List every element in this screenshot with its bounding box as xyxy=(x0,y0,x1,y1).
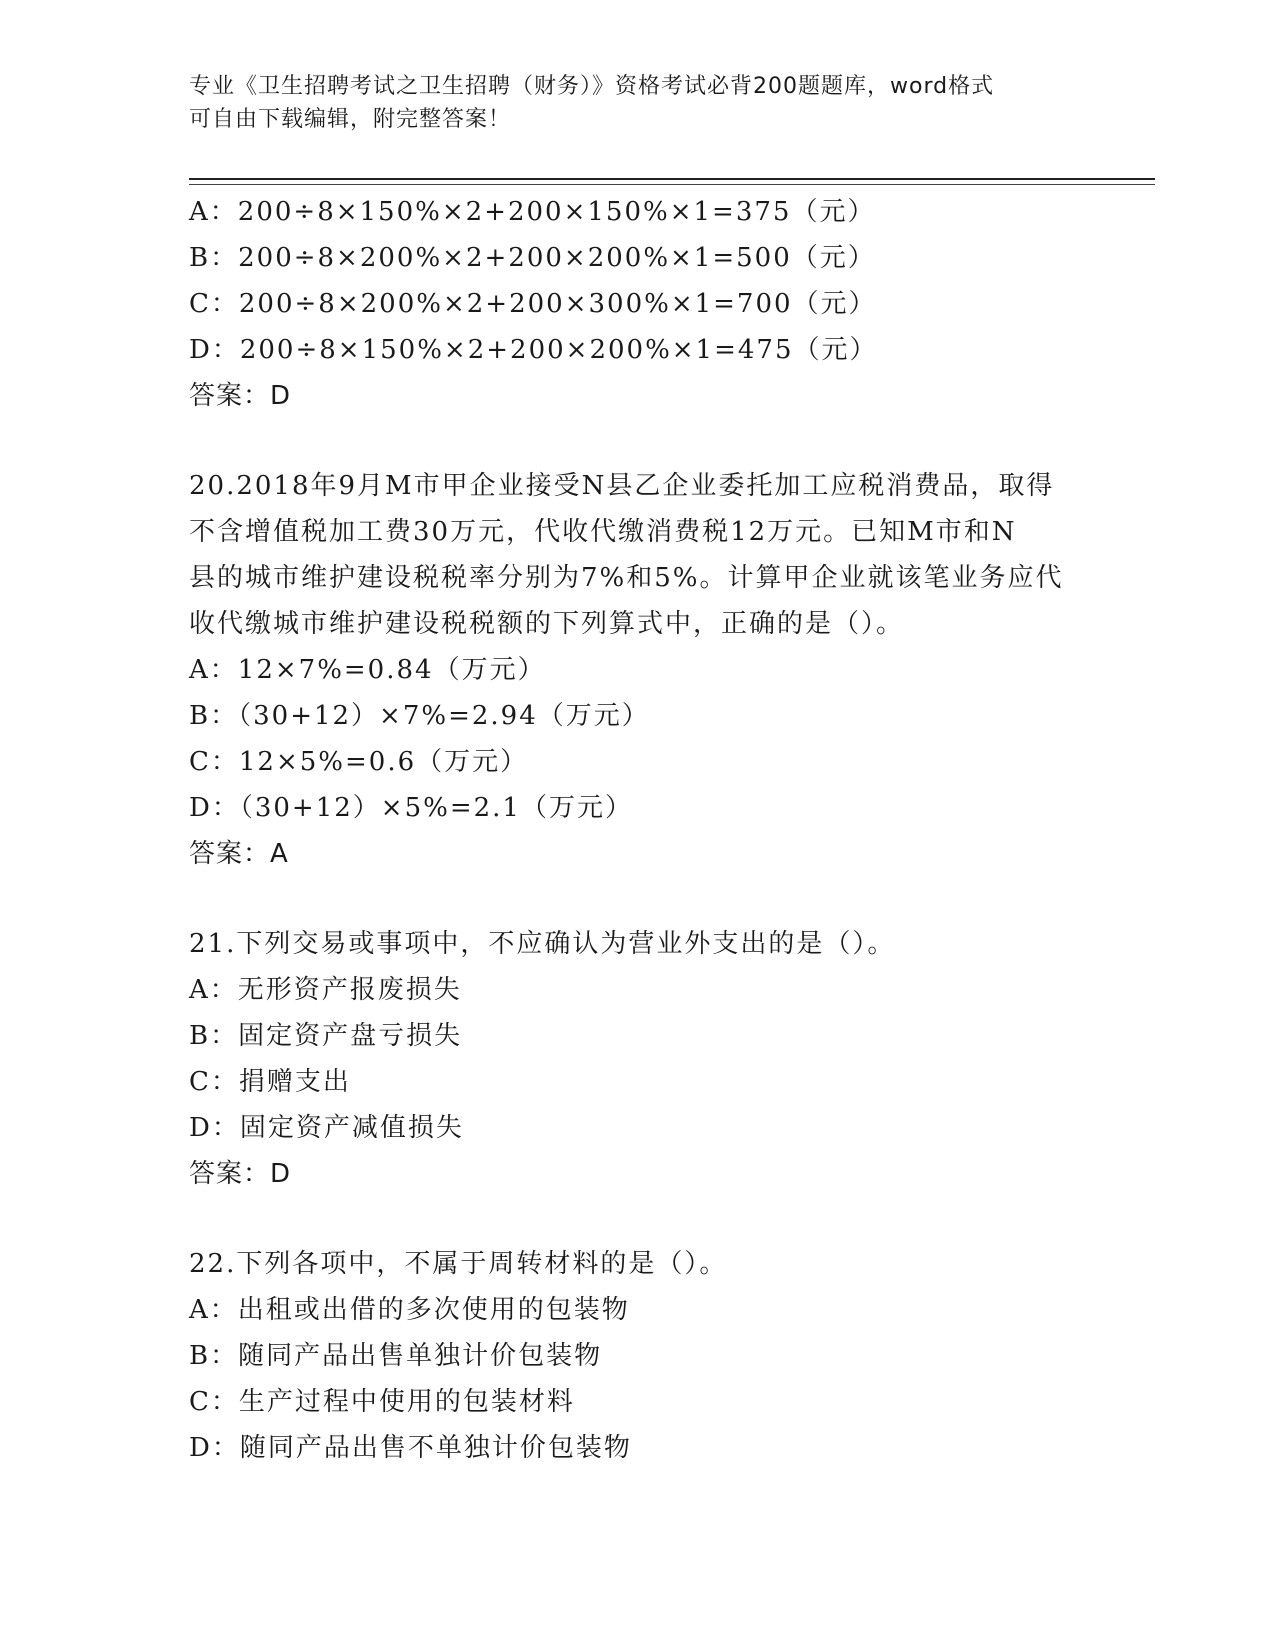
option-b: B：200÷8×200%×2+200×200%×1=500（元） xyxy=(189,243,876,273)
header-title-line-2: 可自由下载编辑，附完整答案！ xyxy=(189,107,512,132)
question-list xyxy=(189,189,1089,1471)
option-a: A：无形资产报废损失 xyxy=(189,975,462,1005)
question-22 xyxy=(189,1241,1089,1471)
header-divider-thin xyxy=(189,184,1155,185)
option-c: C：生产过程中使用的包装材料 xyxy=(189,1387,575,1417)
question-stem-line: 22.下列各项中，不属于周转材料的是（）。 xyxy=(189,1249,728,1279)
spacer xyxy=(189,419,1089,463)
answer-label: 答案：A xyxy=(189,839,289,869)
answer-label: 答案：D xyxy=(189,1159,292,1189)
header-divider-thick xyxy=(189,178,1155,180)
option-a: A：200÷8×150%×2+200×150%×1=375（元） xyxy=(189,197,876,227)
option-b: B：固定资产盘亏损失 xyxy=(189,1021,463,1051)
option-d: D：随同产品出售不单独计价包装物 xyxy=(189,1433,632,1463)
option-c: C：12×5%=0.6（万元） xyxy=(189,747,529,777)
option-b: B：随同产品出售单独计价包装物 xyxy=(189,1341,603,1371)
option-d: D：200÷8×150%×2+200×200%×1=475（元） xyxy=(189,335,878,365)
question-21 xyxy=(189,921,1089,1197)
answer-label: 答案：D xyxy=(189,381,292,411)
spacer xyxy=(189,877,1089,921)
question-stem-line: 21.下列交易或事项中，不应确认为营业外支出的是（）。 xyxy=(189,929,896,959)
question-stem-line: 县的城市维护建设税税率分别为7%和5%。计算甲企业就该笔业务应代 xyxy=(189,563,1064,593)
option-a: A：12×7%=0.84（万元） xyxy=(189,655,546,685)
question-stem-line: 收代缴城市维护建设税税额的下列算式中，正确的是（）。 xyxy=(189,609,905,639)
option-a: A：出租或出借的多次使用的包装物 xyxy=(189,1295,630,1325)
spacer xyxy=(189,1197,1089,1241)
option-d: D：（30+12）×5%=2.1（万元） xyxy=(189,793,633,823)
option-d: D：固定资产减值损失 xyxy=(189,1113,464,1143)
option-b: B：（30+12）×7%=2.94（万元） xyxy=(189,701,650,731)
question-stem-line: 20.2018年9月M市甲企业接受N县乙企业委托加工应税消费品，取得 xyxy=(189,471,1055,501)
question-19 xyxy=(189,189,1089,419)
option-c: C：200÷8×200%×2+200×300%×1=700（元） xyxy=(189,289,877,319)
option-c: C：捐赠支出 xyxy=(189,1067,351,1097)
document-header xyxy=(189,70,1089,136)
question-stem-line: 不含增值税加工费30万元，代收代缴消费税12万元。已知M市和N xyxy=(189,517,1017,547)
header-title-line-1: 专业《卫生招聘考试之卫生招聘（财务）》资格考试必背200题题库，word格式 xyxy=(189,74,995,99)
question-20 xyxy=(189,463,1089,877)
